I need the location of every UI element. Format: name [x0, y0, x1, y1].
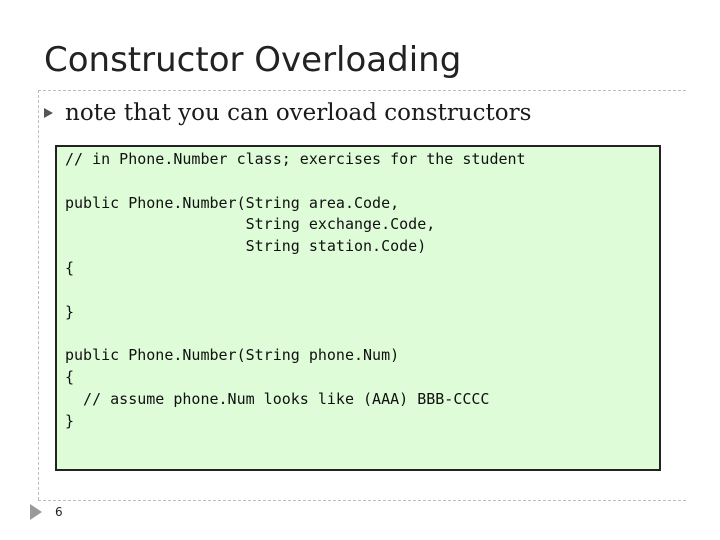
code-line: public Phone.Number(String area.Code, — [65, 193, 400, 212]
code-line — [65, 171, 526, 193]
code-line: } — [65, 302, 75, 321]
code-line — [65, 280, 526, 302]
triangle-bullet-icon — [44, 108, 53, 118]
code-line: // in Phone.Number class; exercises for the student — [65, 150, 526, 168]
title-divider — [38, 90, 686, 91]
footer-divider — [38, 500, 686, 501]
code-line: } — [65, 411, 75, 430]
bullet-text: note that you can overload constructors — [65, 100, 532, 126]
bullet-item — [44, 100, 531, 126]
code-line — [65, 323, 526, 345]
code-line: { — [65, 258, 75, 277]
slide-title: Constructor Overloading — [44, 40, 462, 80]
page-number: 6 — [55, 505, 63, 519]
left-divider — [38, 90, 39, 500]
code-line: public Phone.Number(String phone.Num) — [65, 346, 400, 365]
code-line: String exchange.Code, — [65, 215, 436, 234]
code-line: String station.Code) — [65, 237, 427, 256]
code-line: // assume phone.Num looks like (AAA) BBB-CCCC — [65, 389, 490, 408]
code-block — [65, 149, 526, 432]
code-line: { — [65, 367, 75, 386]
code-box — [55, 145, 661, 471]
triangle-marker-icon — [30, 504, 42, 520]
